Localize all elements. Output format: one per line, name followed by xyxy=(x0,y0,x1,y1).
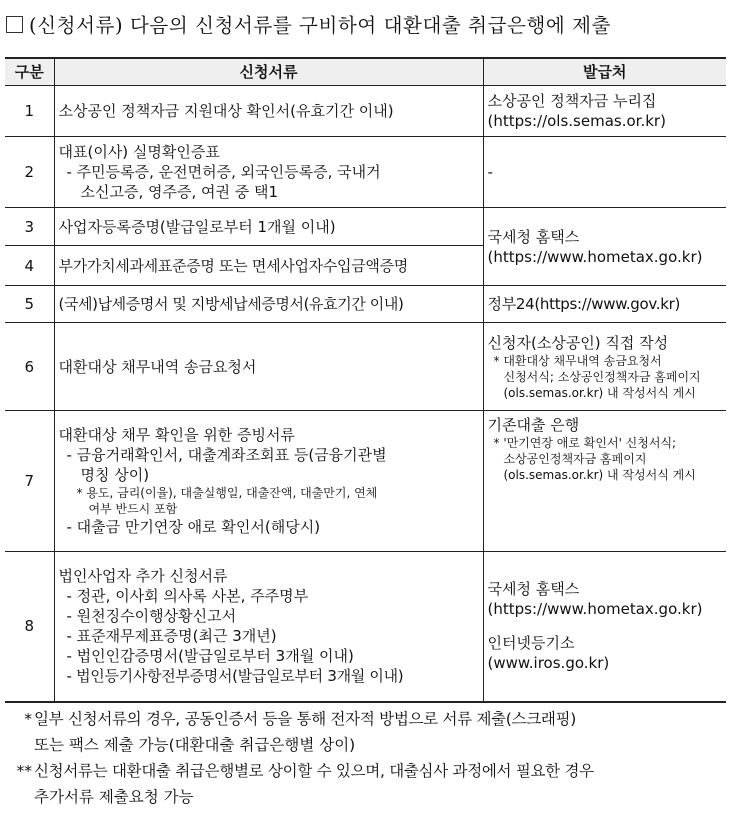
document-text: 부가가치세과세표준증명 또는 면세사업자수입금액증명 xyxy=(58,256,408,275)
document-sub-item: - 금융거래확인서, 대출계좌조회표 등(금융기관별 xyxy=(66,446,387,464)
footnote-line: 일부 신청서류의 경우, 공동인증서 등을 통해 전자적 방법으로 서류 제출(스크래핑) xyxy=(34,710,576,728)
issuer-note: * 대환대상 채무내역 송금요청서 xyxy=(493,353,662,368)
row-number: 1 xyxy=(5,86,54,137)
table-header-row xyxy=(5,58,726,86)
footnotes xyxy=(10,706,730,810)
issuer-cell xyxy=(483,86,726,137)
document-text: 사업자등록증명(발급일로부터 1개월 이내) xyxy=(58,217,336,236)
issuer-name: 정부24(https://www.gov.kr) xyxy=(487,295,681,313)
issuer-cell xyxy=(483,137,726,208)
document-text: 대환대상 채무내역 송금요청서 xyxy=(58,357,257,376)
issuer-name: 신청자(소상공인) 직접 작성 xyxy=(487,333,669,352)
document-text: (국세)납세증명서 및 지방세납세증명서(유효기간 이내) xyxy=(58,295,404,313)
row-number: 2 xyxy=(5,137,54,208)
issuer-note-cont: 신청서식; 소상공인정책자금 홈페이지 xyxy=(503,369,701,384)
issuer-url: (www.iros.go.kr) xyxy=(487,654,610,673)
issuer-url: (https://www.hometax.go.kr) xyxy=(487,247,703,266)
issuer-cell xyxy=(483,411,726,552)
document-sub-item: - 법인등기사항전부증명서(발급일로부터 3개월 이내) xyxy=(66,667,404,686)
issuer-cell xyxy=(483,323,726,411)
spacer xyxy=(488,619,723,633)
header-category: 구분 xyxy=(5,58,54,86)
row-number: 6 xyxy=(5,323,54,411)
required-documents-table xyxy=(5,57,726,703)
row-number: 4 xyxy=(5,246,54,286)
issuer-cell xyxy=(483,286,726,323)
document-sub-item: - 원천징수이행상황신고서 xyxy=(66,607,237,626)
document-cell xyxy=(54,552,483,702)
issuer-none: - xyxy=(487,163,493,181)
issuer-name: 기존대출 은행 xyxy=(487,416,580,434)
document-sub-item: - 정관, 이사회 의사록 사본, 주주명부 xyxy=(66,587,309,606)
row-number: 8 xyxy=(5,552,54,702)
row-number: 5 xyxy=(5,286,54,323)
row-number: 3 xyxy=(5,208,54,246)
document-text: 소상공인 정책자금 지원대상 확인서(유효기간 이내) xyxy=(58,102,394,120)
document-cell xyxy=(54,246,483,286)
document-title: 법인사업자 추가 신청서류 xyxy=(58,567,228,586)
document-cell xyxy=(54,208,483,246)
row-number: 7 xyxy=(5,411,54,552)
document-sub-item: - 대출금 만기연장 애로 확인서(해당시) xyxy=(66,518,321,536)
issuer-name: 인터넷등기소 xyxy=(487,634,575,653)
issuer-note-cont: (ols.semas.or.kr) 내 작성서식 게시 xyxy=(503,468,696,482)
table-row xyxy=(5,86,726,137)
issuer-note-cont: (ols.semas.or.kr) 내 작성서식 게시 xyxy=(503,385,696,400)
table-row xyxy=(5,208,726,246)
issuer-cell xyxy=(483,208,726,286)
section-heading xyxy=(6,10,736,38)
document-sub-item-cont: 소신고증, 영주증, 여권 중 택1 xyxy=(80,183,279,201)
document-cell xyxy=(54,411,483,552)
issuer-name: 소상공인 정책자금 누리집 xyxy=(487,92,657,110)
table-row xyxy=(5,323,726,411)
footnote-1 xyxy=(10,706,730,758)
issuer-url: (https://ols.semas.or.kr) xyxy=(487,112,666,130)
document-cell xyxy=(54,86,483,137)
document-cell xyxy=(54,286,483,323)
empty-square-icon xyxy=(6,16,23,33)
footnote-2 xyxy=(10,758,730,810)
footnote-line: 또는 팩스 제출 가능(대환대출 취급은행별 상이) xyxy=(34,736,356,754)
issuer-name: 국세청 홈택스 xyxy=(487,580,580,599)
footnote-line: 추가서류 제출요청 가능 xyxy=(34,788,194,806)
issuer-url: (https://www.hometax.go.kr) xyxy=(487,600,703,619)
document-sub-item: - 표준재무제표증명(최근 3개년) xyxy=(66,627,277,646)
table-row xyxy=(5,286,726,323)
issuer-cell xyxy=(483,552,726,702)
issuer-name: 국세청 홈택스 xyxy=(487,227,580,246)
footnote-marker: ** xyxy=(16,762,32,780)
document-title: 대표(이사) 실명확인증표 xyxy=(58,143,220,161)
document-cell xyxy=(54,137,483,208)
table-row xyxy=(5,137,726,208)
footnote-marker: * xyxy=(24,710,32,728)
table-row xyxy=(5,411,726,552)
footnote-line: 신청서류는 대환대출 취급은행별로 상이할 수 있으며, 대출심사 과정에서 필요한 경우 xyxy=(34,762,594,780)
document-cell xyxy=(54,323,483,411)
header-documents: 신청서류 xyxy=(54,58,483,86)
document-note-cont: 여부 반드시 포함 xyxy=(88,502,178,516)
document-sub-item-cont: 명칭 상이) xyxy=(80,466,150,484)
issuer-note-cont: 소상공인정책자금 홈페이지 xyxy=(503,452,647,466)
document-sub-item: - 주민등록증, 운전면허증, 외국인등록증, 국내거 xyxy=(66,163,381,181)
issuer-note: * '만기연장 애로 확인서' 신청서식; xyxy=(493,436,677,450)
document-title: 대환대상 채무 확인을 위한 증빙서류 xyxy=(58,426,295,444)
header-issuer: 발급처 xyxy=(483,58,726,86)
table-row xyxy=(5,552,726,702)
section-heading-text: (신청서류) 다음의 신청서류를 구비하여 대환대출 취급은행에 제출 xyxy=(29,14,612,37)
document-note: * 용도, 금리(이율), 대출실행일, 대출잔액, 대출만기, 연체 xyxy=(76,486,378,500)
document-sub-item: - 법인인감증명서(발급일로부터 3개월 이내) xyxy=(66,647,354,666)
